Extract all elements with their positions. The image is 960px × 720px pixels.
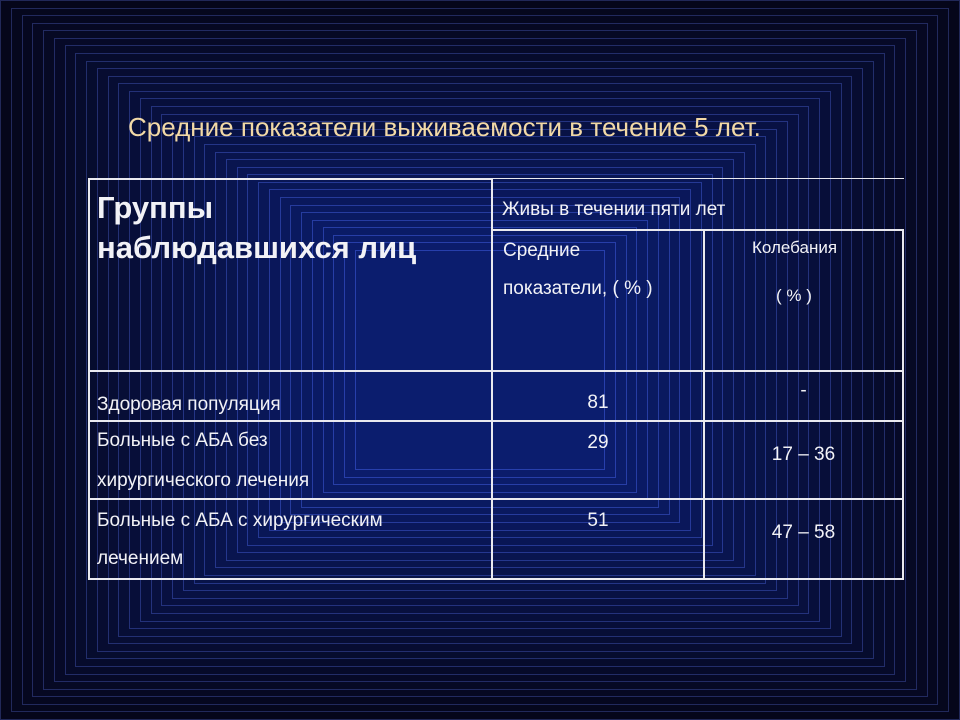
survival-header: Живы в течении пяти лет <box>502 199 726 220</box>
avg-header-line1: Средние <box>503 240 581 261</box>
range-header-line1: Колебания <box>752 238 838 257</box>
row2-label-line1: Больные с АБА без <box>97 430 268 451</box>
table-border-right <box>902 230 904 580</box>
row3-range: 47 – 58 <box>771 522 836 543</box>
slide-title: Средние показатели выживаемости в течение 5 лет. <box>128 112 761 142</box>
table-divider-row2 <box>88 420 904 422</box>
row3-label-line2: лечением <box>97 548 184 569</box>
group-header-line2: наблюдавшихся лиц <box>97 230 417 265</box>
row3-average: 51 <box>587 510 609 531</box>
table-border-top-right <box>493 178 904 179</box>
row2-average: 29 <box>587 432 609 453</box>
table-border-bottom <box>88 578 904 580</box>
row1-average: 81 <box>587 392 609 413</box>
table-border-top-left <box>88 178 493 180</box>
group-header-line1: Группы <box>97 190 214 225</box>
row2-label-line2: хирургического лечения <box>97 470 310 491</box>
avg-header-line2: показатели, ( % ) <box>503 278 653 299</box>
table-divider-row3 <box>88 498 904 500</box>
table-divider-subheader <box>491 229 904 231</box>
range-header-line2: ( % ) <box>776 286 812 305</box>
row3-label-line1: Больные с АБА с хирургическим <box>97 510 383 531</box>
row2-range: 17 – 36 <box>771 444 836 465</box>
table-border-left <box>88 178 90 580</box>
row1-range: - <box>800 380 807 401</box>
row1-label: Здоровая популяция <box>97 394 281 415</box>
table-divider-row1 <box>88 370 904 372</box>
